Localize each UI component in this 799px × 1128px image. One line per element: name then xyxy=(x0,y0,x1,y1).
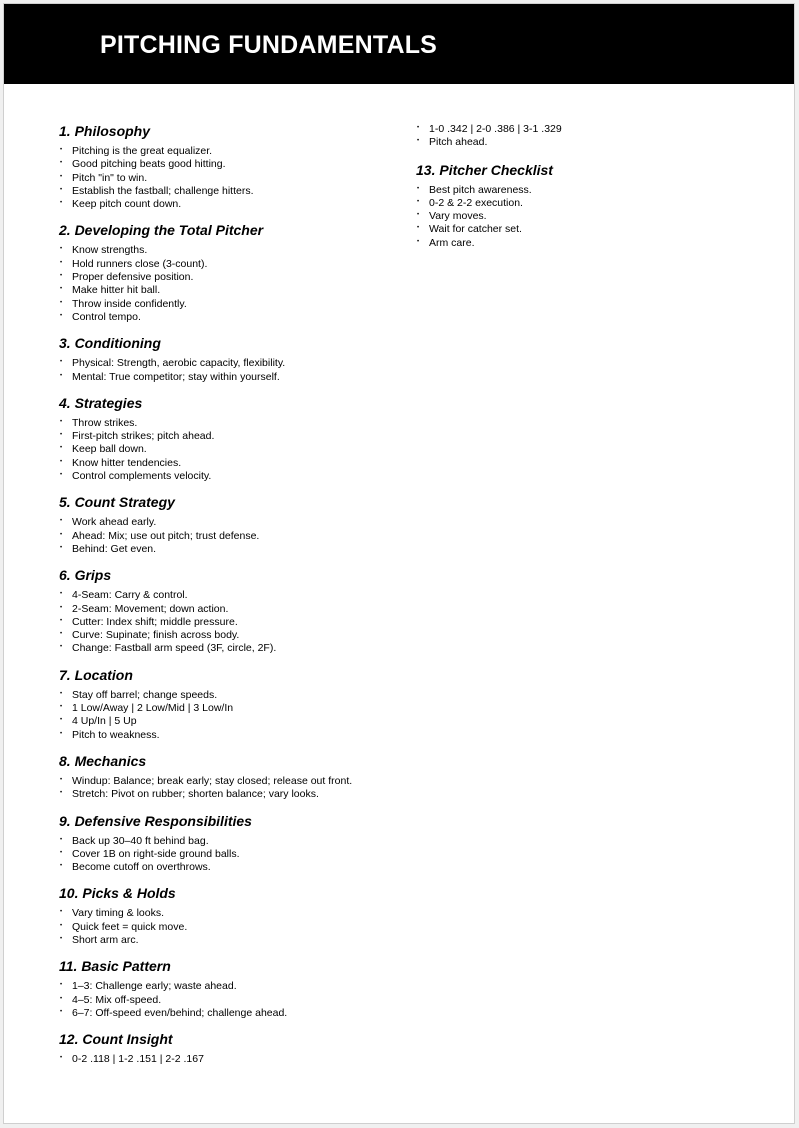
section-9-defensive-responsibilities xyxy=(59,813,399,875)
bullet-icon: • xyxy=(60,704,63,711)
list-item-text: Quick feet = quick move. xyxy=(72,920,188,933)
bullet-icon: • xyxy=(60,1055,63,1062)
list-item xyxy=(59,715,399,728)
bullet-icon: • xyxy=(60,186,63,193)
list-item-text: Throw strikes. xyxy=(72,416,138,429)
bullet-icon: • xyxy=(60,147,63,153)
section-heading: 5. Count Strategy xyxy=(59,494,175,511)
list-item xyxy=(59,775,399,788)
bullet-icon: • xyxy=(60,173,63,180)
list-item-text: Good pitching beats good hitting. xyxy=(72,158,226,171)
list-item xyxy=(59,470,399,483)
right-sections xyxy=(416,162,746,250)
bullet-icon: • xyxy=(60,604,63,611)
section-heading: 10. Picks & Holds xyxy=(59,885,176,902)
section-11-basic-pattern xyxy=(59,958,399,1020)
bullet-icon: • xyxy=(60,790,63,797)
list-item-text: Establish the fastball; challenge hitters. xyxy=(72,184,254,197)
list-item-text: Mental: True competitor; stay within yourself. xyxy=(72,370,280,383)
list-item xyxy=(416,237,746,250)
list-item xyxy=(59,629,399,642)
list-item-text: Pitch to weakness. xyxy=(72,728,160,741)
bullet-icon: • xyxy=(60,531,63,538)
bullet-icon: • xyxy=(60,631,63,638)
list-item xyxy=(59,430,399,443)
list-item xyxy=(416,197,746,210)
bullet-list xyxy=(59,1053,399,1066)
bullet-icon: • xyxy=(60,518,63,525)
bullet-list xyxy=(59,145,399,211)
bullet-icon: • xyxy=(60,472,63,479)
list-item xyxy=(59,271,399,284)
list-item xyxy=(59,1053,399,1066)
bullet-list xyxy=(59,775,399,802)
section-heading: 13. Pitcher Checklist xyxy=(416,161,553,178)
list-item xyxy=(59,1007,399,1020)
list-item-text: Make hitter hit ball. xyxy=(72,284,161,297)
bullet-icon: • xyxy=(60,836,63,843)
list-item-text: First-pitch strikes; pitch ahead. xyxy=(72,430,215,443)
list-item xyxy=(59,516,399,529)
section-2-developing-the-total-pitcher xyxy=(59,222,399,324)
list-item-text: Cutter: Index shift; middle pressure. xyxy=(72,615,238,628)
list-item xyxy=(59,311,399,324)
list-item-text: Behind: Get even. xyxy=(72,542,157,555)
bullet-icon: • xyxy=(60,372,63,379)
list-item xyxy=(416,210,746,223)
bullet-icon: • xyxy=(60,359,63,366)
bullet-icon: • xyxy=(60,246,63,253)
bullet-list xyxy=(59,417,399,483)
section-heading: 6. Grips xyxy=(59,567,112,584)
section-heading: 12. Count Insight xyxy=(59,1031,173,1048)
section-heading: 1. Philosophy xyxy=(59,123,151,139)
bullet-list xyxy=(59,907,399,947)
bullet-icon: • xyxy=(417,198,420,205)
list-item xyxy=(59,702,399,715)
bullet-icon: • xyxy=(417,138,420,145)
bullet-icon: • xyxy=(417,212,420,219)
bullet-icon: • xyxy=(60,286,63,293)
document-page xyxy=(3,3,795,1124)
list-item xyxy=(59,994,399,1007)
list-item xyxy=(59,443,399,456)
bullet-icon: • xyxy=(60,922,63,929)
list-item-text: Work ahead early. xyxy=(72,516,157,529)
list-item-text: 4-Seam: Carry & control. xyxy=(72,589,188,602)
section-heading: 9. Defensive Responsibilities xyxy=(59,812,252,829)
list-item-text: Control tempo. xyxy=(72,310,141,323)
bullet-icon: • xyxy=(60,717,63,724)
right-column xyxy=(416,123,746,261)
bullet-icon: • xyxy=(60,591,63,598)
list-item-text: Cover 1B on right-side ground balls. xyxy=(72,847,240,860)
list-item-text: Know strengths. xyxy=(72,244,148,257)
bullet-icon: • xyxy=(60,776,63,783)
list-item xyxy=(59,457,399,470)
list-item xyxy=(416,184,746,197)
bullet-icon: • xyxy=(417,225,420,232)
bullet-icon: • xyxy=(60,418,63,425)
list-item-text: 2-Seam: Movement; down action. xyxy=(72,602,229,615)
list-item-text: Know hitter tendencies. xyxy=(72,456,182,469)
section-heading: 8. Mechanics xyxy=(59,752,147,769)
list-item xyxy=(59,934,399,947)
list-item xyxy=(59,258,399,271)
bullet-list xyxy=(59,835,399,875)
list-item-text: Stretch: Pivot on rubber; shorten balance; vary looks. xyxy=(72,788,319,801)
left-column xyxy=(59,123,399,1077)
section-heading: 2. Developing the Total Pitcher xyxy=(59,222,264,239)
bullet-icon: • xyxy=(417,125,420,131)
section-1-philosophy xyxy=(59,123,399,211)
list-item-text: Proper defensive position. xyxy=(72,271,194,284)
continued-list xyxy=(416,123,746,150)
bullet-list xyxy=(59,244,399,324)
bullet-icon: • xyxy=(60,995,63,1002)
list-item xyxy=(59,357,399,370)
list-item-text: Keep pitch count down. xyxy=(72,198,182,211)
section-heading: 4. Strategies xyxy=(59,394,143,411)
bullet-icon: • xyxy=(60,1008,63,1015)
list-item xyxy=(416,223,746,236)
list-item-text: 1 Low/Away | 2 Low/Mid | 3 Low/In xyxy=(72,702,234,715)
section-heading: 3. Conditioning xyxy=(59,335,161,352)
bullet-icon: • xyxy=(60,690,63,697)
list-item xyxy=(59,835,399,848)
bullet-icon: • xyxy=(60,863,63,870)
list-item-text: Stay off barrel; change speeds. xyxy=(72,688,218,701)
bullet-icon: • xyxy=(60,312,63,319)
list-item xyxy=(59,907,399,920)
list-item xyxy=(59,788,399,801)
list-item xyxy=(416,123,746,136)
list-item-text: Change: Fastball arm speed (3F, circle, 2F). xyxy=(72,642,277,655)
list-item-text: 6–7: Off-speed even/behind; challenge ahead. xyxy=(72,1006,288,1019)
list-item-text: 4–5: Mix off-speed. xyxy=(72,993,162,1006)
list-item xyxy=(59,185,399,198)
list-item xyxy=(59,861,399,874)
bullet-list xyxy=(416,184,746,250)
section-7-location xyxy=(59,667,399,742)
list-item-text: 1–3: Challenge early; waste ahead. xyxy=(72,980,237,993)
list-item xyxy=(59,848,399,861)
list-item xyxy=(59,284,399,297)
list-item xyxy=(59,371,399,384)
list-item-text: Physical: Strength, aerobic capacity, flexibility. xyxy=(72,357,286,370)
list-item xyxy=(59,589,399,602)
list-item xyxy=(59,980,399,993)
title-banner xyxy=(4,4,794,84)
bullet-icon: • xyxy=(60,160,63,167)
list-item xyxy=(59,543,399,556)
list-item-text: 4 Up/In | 5 Up xyxy=(72,715,137,728)
bullet-list xyxy=(59,516,399,556)
list-item-text: Curve: Supinate; finish across body. xyxy=(72,629,240,642)
list-item-text: Pitch "in" to win. xyxy=(72,171,148,184)
list-item-text: Hold runners close (3-count). xyxy=(72,257,208,270)
list-item xyxy=(59,298,399,311)
bullet-icon: • xyxy=(417,185,420,192)
list-item xyxy=(59,921,399,934)
list-item xyxy=(59,158,399,171)
bullet-icon: • xyxy=(60,644,63,651)
section-5-count-strategy xyxy=(59,494,399,556)
list-item-text: Vary moves. xyxy=(429,210,487,223)
bullet-icon: • xyxy=(60,458,63,465)
list-item xyxy=(59,417,399,430)
bullet-icon: • xyxy=(417,238,420,245)
bullet-icon: • xyxy=(60,259,63,266)
list-item-text: 1-0 .342 | 2-0 .386 | 3-1 .329 xyxy=(429,123,562,135)
bullet-icon: • xyxy=(60,617,63,624)
list-item-text: Best pitch awareness. xyxy=(429,183,532,196)
bullet-icon: • xyxy=(60,935,63,942)
list-item-text: Pitch ahead. xyxy=(429,136,488,149)
list-item-text: Ahead: Mix; use out pitch; trust defense. xyxy=(72,529,260,542)
bullet-icon: • xyxy=(60,544,63,551)
list-item xyxy=(59,530,399,543)
list-item-text: Pitching is the great equalizer. xyxy=(72,145,213,157)
section-heading: 7. Location xyxy=(59,666,133,683)
list-item xyxy=(59,603,399,616)
list-item-text: Arm care. xyxy=(429,236,475,249)
bullet-list xyxy=(59,689,399,742)
section-4-strategies xyxy=(59,395,399,483)
list-item-text: Windup: Balance; break early; stay closed; release out front. xyxy=(72,774,353,787)
bullet-icon: • xyxy=(60,730,63,737)
section-8-mechanics xyxy=(59,753,399,802)
list-item xyxy=(59,689,399,702)
bullet-list xyxy=(59,980,399,1020)
bullet-icon: • xyxy=(60,982,63,989)
bullet-list xyxy=(59,589,399,655)
bullet-icon: • xyxy=(60,849,63,856)
section-10-picks-holds xyxy=(59,885,399,947)
section-6-grips xyxy=(59,567,399,655)
list-item-text: Keep ball down. xyxy=(72,443,147,456)
list-item-text: Vary timing & looks. xyxy=(72,907,165,920)
list-item-text: Control complements velocity. xyxy=(72,470,212,483)
list-item-text: Short arm arc. xyxy=(72,933,139,946)
section-12-count-insight xyxy=(59,1031,399,1066)
list-item-text: Wait for catcher set. xyxy=(429,223,522,236)
list-item xyxy=(59,244,399,257)
list-item xyxy=(59,198,399,211)
section-heading: 11. Basic Pattern xyxy=(59,958,171,975)
list-item xyxy=(59,172,399,185)
section-13-pitcher-checklist xyxy=(416,162,746,250)
list-item-text: 0-2 .118 | 1-2 .151 | 2-2 .167 xyxy=(72,1053,204,1066)
list-item-text: Become cutoff on overthrows. xyxy=(72,861,211,874)
list-item xyxy=(59,729,399,742)
bullet-list xyxy=(59,357,399,384)
bullet-icon: • xyxy=(60,909,63,916)
bullet-icon: • xyxy=(60,432,63,439)
list-item xyxy=(59,616,399,629)
bullet-icon: • xyxy=(60,445,63,452)
list-item-text: Back up 30–40 ft behind bag. xyxy=(72,834,209,847)
list-item xyxy=(59,642,399,655)
list-item xyxy=(416,136,746,149)
list-item-text: Throw inside confidently. xyxy=(72,297,187,310)
bullet-icon: • xyxy=(60,200,63,207)
page-title: PITCHING FUNDAMENTALS xyxy=(100,31,438,59)
list-item xyxy=(59,145,399,158)
bullet-icon: • xyxy=(60,273,63,280)
list-item-text: 0-2 & 2-2 execution. xyxy=(429,196,523,209)
section-3-conditioning xyxy=(59,335,399,384)
bullet-icon: • xyxy=(60,299,63,306)
